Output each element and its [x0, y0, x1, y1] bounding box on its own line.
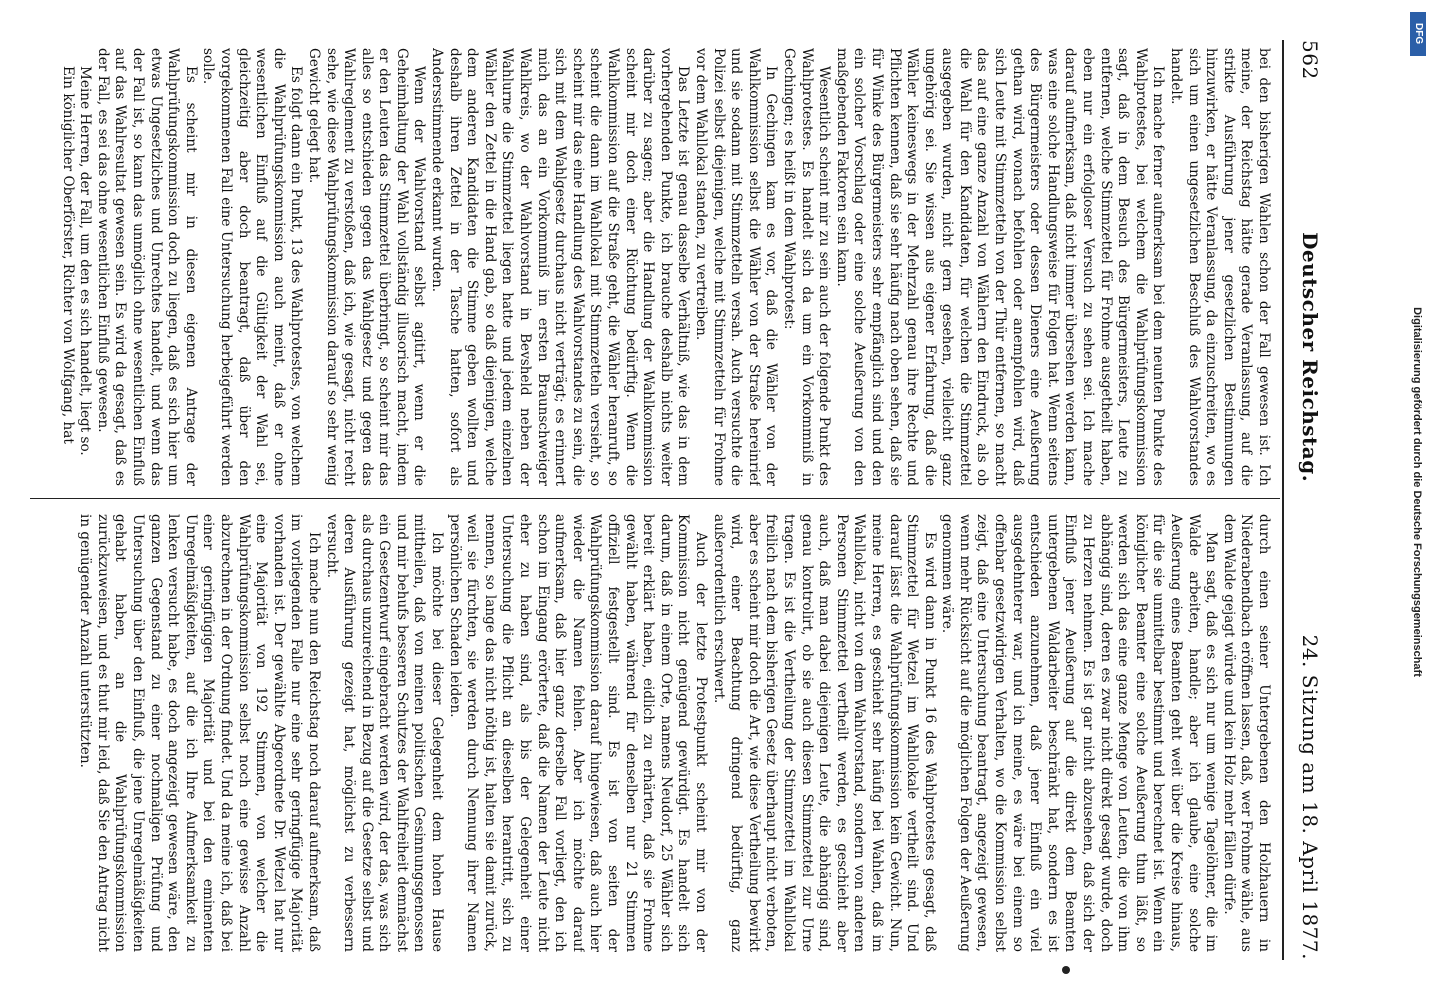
header-rule	[1282, 40, 1284, 960]
paragraph: Ein königlicher Oberförster, Richter von Wolfgang, hat	[59, 66, 76, 444]
page-number: 562	[1298, 40, 1322, 80]
paragraph: Wesentlich scheint mir zu sein auch der folgende Punkt des Wahlprotestes. Es handelt sich da um ein Vorkommniß in Gechingen; es heißt in dem Wahlprotest:	[780, 48, 833, 486]
funding-credit: Digitalisierung gefördert durch die Deutsche Forschungsgemeinschaft	[1411, 307, 1423, 677]
page-title: Deutscher Reichstag.	[1298, 232, 1322, 483]
session-heading: 24. Sitzung am 18. April 1877.	[1298, 634, 1322, 960]
paragraph: Es scheint mir in diesen eigenen Antrage der Wahlprüfungskommission doch zu liegen, daß es sich hier um etwas Ungesetzliches und Unrechtes handelt, und wenn das der Fall ist, so kann das unmöglich ohne wesentlichen Einfluß auf das Wahlresultat gewesen sein. Es wird da gesagt, daß es der Fall, es sei das ohne wesentlichen Einfluß gewesen.	[94, 48, 199, 486]
paragraph: Es folgt dann ein Punkt, 13 des Wahlprotestes, von welchem die Wahlprüfungskommission auch meint, daß er ohne wesentlichen Einfluß auf die Gültigkeit der Wahl sei, gleichzeitig aber doch beantragt, daß über den vorgekommenen Fall eine Untersuchung herbeigeführt werden solle.	[200, 48, 305, 486]
paragraph: bei den bisherigen Wahlen schon der Fall gewesen ist. Ich meine, der Reichstag hätte gerade Veranlassung, auf die strikte Ausführung jener gesetzlichen Bestimmungen hinzuwirken, er hätte Veranlassung, da einzuschreiten, wo es sich um einen ungesetzlichen Beschluß des Wahlvorstandes handelt.	[1168, 48, 1272, 486]
paragraph: In Gechingen kam es vor, daß die Wähler von der Wahlkommission selbst die Wähler von der Straße hereinrief und sie sodann mit Stimmzetteln versah. Auch versuchte die Polizei selbst diejenigen, welche mit Stimmzetteln für Frohme vor dem Wahllokal standen, zu vertreiben.	[693, 48, 780, 486]
column-divider	[30, 498, 1280, 499]
left-column	[40, 48, 1272, 486]
paragraph: durch einen seiner Untergebenen den Holzhauern in Niederabendbach eröffnen lassen, daß, wer Frohme wähle, aus dem Walde gejagt würde und kein Holz mehr fällen dürfe.	[1220, 514, 1272, 952]
paragraph: Ich mache nun den Reichstag noch darauf aufmerksam, daß im vorliegenden Falle nur eine sehr geringfügige Majorität vorhanden ist. Der gewählte Abgeordnete Dr. Wetzel hat nur eine Majorität von 192 Stimmen, von welcher die Wahlprüfungskommission selbst noch eine gewisse Anzahl abzurechnen in der Ordnung findet. Und da meine ich, daß bei einer geringfügigen Majorität und bei den eminenten Unregelmäßigkeiten, auf die ich Ihre Aufmerksamkeit zu lenken versucht habe, es doch angezeigt gewesen wäre, den ganzen Gegenstand zu einer nochmaligen Prüfung und Untersuchung über den Einfluß, die jene Unregelmäßigkeiten gehabt haben, an die Wahlprüfungskommission zurückzuweisen, und es thut mir leid, daß Sie den Antrag nicht in genügender Anzahl unterstützten.	[77, 514, 322, 952]
paragraph: Es wird dann in Punkt 16 des Wahlprotestes gesagt, daß Stimmzettel für Wetzel im Wahllokale vertheilt sind. Und darauf lässt die Wahlprüfungskommission kein Gewicht. Nun, meine Herren, es geschieht sehr häufig bei Wahlen, daß im Wahllokal, nicht von dem Wahlvorstand, sondern von anderen Personen Stimmzettel vertheilt werden, es geschieht aber auch, daß man dabei diejenigen Leute, die abhängig sind, genau kontrolirt, ob sie auch diesen Stimmzettel zur Urne tragen. Es ist die Vertheilung der Stimmzettel im Wahllokal freilich nach dem bisherigen Gesetz überhaupt nicht verboten, aber es scheint mir doch die Art, wie diese Vertheilung bewirkt wird, einer Beachtung dringend bedürftig, ganz außerordentlich erschwert.	[710, 514, 938, 952]
paragraph: Meine Herren, der Fall, um den es sich handelt, liegt so.	[77, 66, 94, 456]
right-column	[40, 514, 1272, 952]
paragraph: Man sagt, daß es sich nur um wenige Tagelöhner, die im Walde arbeiten, handle; aber ich glaube, eine solche Aeußerung eines Beamten geht weit über die Kreise hinaus, für die sie unmittelbar bestimmt und berechnet ist. Wenn ein königlicher Beamter eine solche Aeußerung thun läßt, so werden sich das eine ganze Menge von Leuten, die von ihm abhängig sind, deren es zwar nicht direkt gesagt wurde, doch zu Herzen nehmen. Es ist gar nicht abzusehen, daß sich der Einfluß jener Aeußerung auf die direkt dem Beamten untergebenen Waldarbeiter beschränkt hat, sondern es ist entschieden anzunehmen, daß jener Einfluß ein viel ausgedehnterer war, und ich meine, es wäre bei einem so offenbar gesetzwidrigen Verhalten, wo die Kommission selbst zeigt, daß eine Untersuchung beantragt, angezeigt gewesen, wenn mehr Rücksicht auf die möglichen Folgen der Aeußerung genommen wäre.	[939, 514, 1220, 952]
paragraph: Auch der letzte Protestpunkt scheint mir von der Kommission nicht genügend gewürdigt. Es handelt sich darum, daß in einem Orte, namens Neudorf, 25 Wähler sich bereit erklärt haben, eidlich zu erhärten, daß sie Frohme gewählt haben, während für denselben nur 21 Stimmen offiziell festgestellt sind. Es ist von seiten der Wahlprüfungskommission darauf hingewiesen, daß auch hier wieder die Namen fehlen. Aber ich möchte darauf aufmerksam, daß hier ganz derselbe Fall vorliegt, den ich schon im Eingang erörterte, daß die Namen der Leute nicht eher zu haben sind, als bis der Gelegenheit einer Untersuchung die Pflicht an dieselben herantritt, sich zu nennen, so lange das nicht nöthig ist, halten sie damit zurück, weil sie fürchten, sie werden durch Nennung ihrer Namen persönlichen Schaden leiden.	[446, 514, 709, 952]
page-header	[1290, 40, 1330, 960]
paragraph: Wenn der Wahlvorstand selbst agitirt, wenn er die Geheimhaltung der Wahl vollständig illusorisch macht, indem er den Leuten das Stimmzettel überbringt, so scheint mir das alles so entschieden gegen das Wahlgesetz und gegen das Wahlreglement zu verstoßen, daß ich, wie gesagt, nicht recht sehe, wie diese Wahlprüfungskommission darauf so sehr wenig Gewicht gelegt hat.	[305, 48, 428, 486]
dfg-logo: DFG	[1410, 12, 1426, 56]
digitization-note	[1406, 12, 1428, 972]
paragraph: Ich möchte bei dieser Gelegenheit dem hohen Hause mittheilen, daß von meinen politischen Gesinnungsgenossen und mir behufs besseren Schutzes der Wahlfreiheit demnächst ein Gesetzentwurf eingebracht werden wird, der das, was sich als durchaus unzureichend in Bezug auf die Gesetze selbst und deren Ausführung gezeigt hat, möglichst zu verbessern versucht.	[323, 514, 446, 952]
ink-dot	[1062, 966, 1070, 974]
paragraph: Das Letzte ist genau dasselbe Verhältniß, wie das in dem vorhergehenden Punkte, ich brauche deshalb nichts weiter darüber zu sagen; aber die Handlung der Wahlkommission scheint mir doch einer Rüchtung bedürftig. Wenn die Wahlkommission auf die Straße geht, die Wähler heranruft, so scheint die dann im Wahllokal mit Stimmzetteln versieht, so scheint mir das eine Handlung des Wahlvorstandes zu sein, die sich mit dem Wahlgesetz durchaus nicht verträgt; es erinnert mich das an ein Vorkommniß im ersten Braunschweiger Wahlkreis, wo der Wahlvorstand in Bevsheld neben der Wahlurne die Stimmzettel liegen hatte und jedem einzelnen Wähler den Zettel in die Hand gab, so daß diejenigen, welche dem anderen Kandidaten die Stimme geben wollten und deshalb ihren Zettel in der Tasche hatten, sofort als Andersstimmende erkannt wurden.	[429, 48, 692, 486]
paragraph: Ich mache ferner aufmerksam bei dem neunten Punkte des Wahlprotestes, bei welchem die Wahlprüfungskommission sagt, daß in dem Besuch des Bürgermeisters, Leute zu entfernen, welche Stimmzettel für Frohme ausgetheilt haben, eben nur ein erfolgloser Versuch zu sehen sei. Ich mache darauf aufmerksam, daß nicht immer übersehen werden kann, was eine solche Handlungsweise für Folgen hat. Wenn seitens des Bürgermeisters oder dessen Dieners eine Aeußerung gethan wird, wonach befohlen oder anempfohlen wird, daß sich Leute mit Stimmzetteln von der Thür entfernen, so macht das auf eine ganze Anzahl von Wählern den Eindruck, als ob die Wahl für den Kandidaten, für welchen die Stimmzettel ausgegeben wurden, nicht gern gesehen, vielleicht ganz ungehörig sei. Sie wissen aus eigener Erfahrung, daß die Wähler keineswegs in der Mehrzahl genau ihre Rechte und Pflichten kennen, daß sie sehr häufig nach oben sehen, daß sie für Winke des Bürgermeisters sehr empfänglich sind und den ein solcher Vorschlag oder eine solche Aeußerung von den maßgebenden Faktoren sein kann.	[833, 48, 1167, 486]
